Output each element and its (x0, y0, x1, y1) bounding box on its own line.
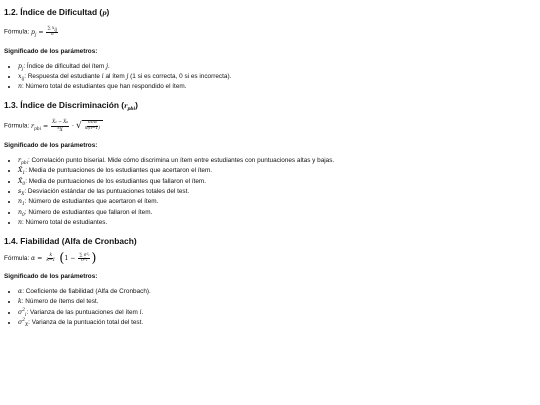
list-item: • $X̄_1$: Media de puntuaciones de los estudiantes que acertaron el ítem. (18, 166, 540, 176)
formula-discrimination (4, 120, 540, 132)
section-heading-difficulty: 1.2. Índice de Dificultad (p) (4, 7, 110, 17)
heading-text: 1.3. Índice de Discriminación (4, 100, 119, 111)
heading-text: 1.2. Índice de Dificultad (4, 7, 98, 17)
list-item: • $n_1$: Número de estudiantes que acertaron el ítem. (18, 197, 540, 207)
params-title: Significado de los parámetros: (4, 47, 98, 55)
formula-label: Fórmula: (4, 28, 30, 36)
list-item: • k: Número de ítems del test. (18, 297, 540, 307)
list-item: • $p_j$: Índice de dificultad del ítem j. (18, 62, 540, 72)
section-heading-discrimination: 1.3. Índice de Discriminación $(r_{pbi})$ (4, 100, 138, 113)
fraction: $\frac{\text{X̄₁ − X̄₀}}{s_X}$ (52, 120, 69, 133)
fraction: $\frac{\text{∑ σ²ᵢ}}{\text{σ²ₓ}}$ (79, 252, 90, 264)
list-item: • α: Coeficiente de fiabilidad (Alfa de Cronbach). (18, 287, 540, 297)
fraction: $\frac{\sum x_{ij}}{n}$ (47, 26, 58, 37)
params-title: Significado de los parámetros: (4, 273, 98, 281)
params-list-reliability (4, 287, 540, 328)
heading-text: 1.4. Fiabilidad (Alfa de Cronbach) (4, 236, 137, 247)
list-item: • $\sigma^2_i$: Varianza de las puntuaciones del ítem i. (18, 308, 540, 318)
formula-label: Fórmula: (4, 255, 30, 263)
heading-variable: p (102, 10, 107, 17)
formula-expression: $r_{pbi}$ = $\frac{\text{X̄₁ − X̄₀}}{s_X}$ · √ $\frac{\text{n₁n₀}}{n(n-1)}$ (31, 123, 103, 130)
square-root: √ $\frac{\text{n₁n₀}}{n(n-1)}$ (76, 120, 103, 132)
list-item: • n: Número total de estudiantes. (18, 218, 540, 228)
fraction: $\frac{k}{k-1}$ (46, 252, 56, 264)
formula-expression: $p_j$ = $\frac{\sum x_{ij}}{n}$ (31, 26, 58, 38)
section-heading-reliability (4, 236, 540, 246)
formula-reliability (4, 252, 540, 265)
formula-expression: α = $\frac{k}{k-1}$ (1 − $\frac{\text{∑ σ²ᵢ}}{\text{σ²ₓ}}$ ) (31, 251, 97, 267)
list-item: • $x_{ij}$: Respuesta del estudiante i al ítem j (1 si es correcta, 0 si es incorrecta). (18, 72, 540, 82)
list-item: • $n_0$: Número de estudiantes que fallaron el ítem. (18, 208, 540, 218)
formula-difficulty (4, 27, 540, 38)
formula-label: Fórmula: (4, 122, 30, 130)
list-item: • $X̄_0$: Media de puntuaciones de los estudiantes que fallaron el ítem. (18, 177, 540, 187)
list-item: • $s_X$: Desviación estándar de las puntuaciones totales del test. (18, 187, 540, 197)
params-title: Significado de los parámetros: (4, 142, 98, 150)
list-item: • $\sigma^2_X$: Varianza de la puntuación total del test. (18, 318, 540, 328)
list-item: • n: Número total de estudiantes que han respondido el ítem. (18, 82, 540, 92)
params-list-difficulty (4, 62, 540, 93)
params-list-discrimination (4, 156, 540, 228)
list-item: • $r_{pbi}$: Correlación punto biserial. Mide cómo discrimina un ítem entre estudiantes con puntuaciones altas y bajas. (18, 156, 540, 166)
